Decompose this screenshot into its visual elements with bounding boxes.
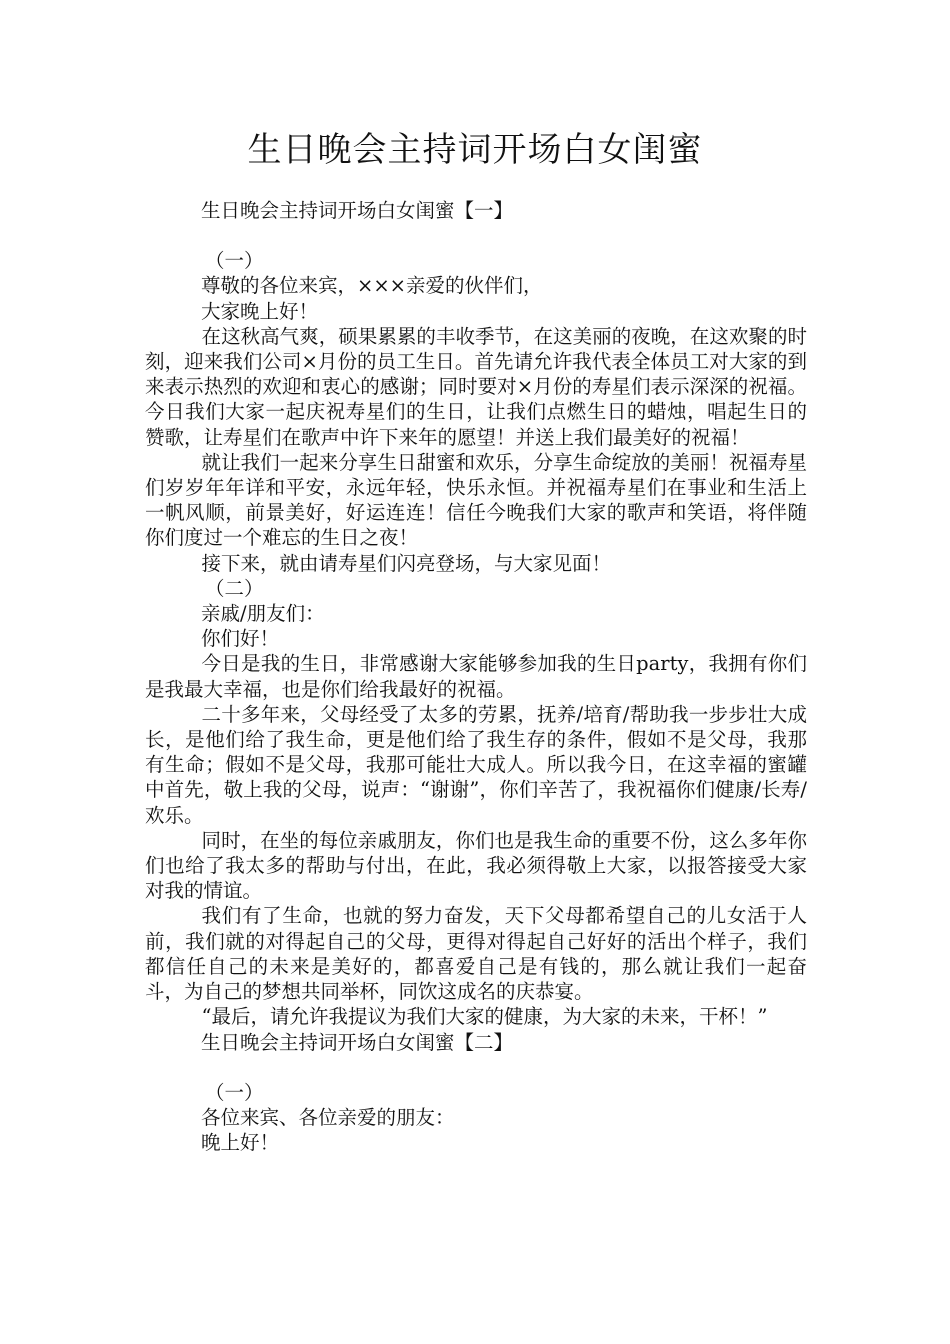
salutation-line: 尊敬的各位来宾，×××亲爱的伙伴们， xyxy=(201,274,543,298)
paragraph: “最后，请允许我提议为我们大家的健康，为大家的未来，干杯！” xyxy=(201,1005,768,1029)
part-label: （一） xyxy=(205,249,264,273)
salutation-line: 亲戚/朋友们： xyxy=(201,602,325,626)
document-title: 生日晚会主持词开场白女闺蜜 xyxy=(247,130,703,170)
blank-line xyxy=(145,1055,807,1080)
greeting-line: 晚上好！ xyxy=(201,1131,280,1155)
paragraph: 今日是我的生日，非常感谢大家能够参加我的生日party，我拥有你们是我最大幸福，也是你们给我最好的祝福。 xyxy=(145,652,807,701)
paragraph: 在这秋高气爽，硕果累累的丰收季节，在这美丽的夜晚，在这欢聚的时刻，迎来我们公司×月份的员工生日。首先请允许我代表全体员工对大家的到来表示热烈的欢迎和衷心的感谢；同时要对×月份的寿星们表示深深的祝福。今日我们大家一起庆祝寿星们的生日，让我们点燃生日的蜡烛，唱起生日的赞歌，让寿星们在歌声中许下来年的愿望！并送上我们最美好的祝福！ xyxy=(145,324,807,449)
blank-line xyxy=(145,223,807,248)
salutation-line: 各位来宾、各位亲爱的朋友： xyxy=(201,1105,455,1129)
greeting-line: 大家晚上好！ xyxy=(201,299,319,323)
section-heading-1: 生日晚会主持词开场白女闺蜜【一】 xyxy=(201,199,514,222)
paragraph: 我们有了生命，也就的努力奋发，天下父母都希望自己的儿女活于人前，我们就的对得起自己的父母，更得对得起自己好好的活出个样子，我们都信任自己的未来是美好的，都喜爱自己是有钱的，那么就让我们一起奋斗，为自己的梦想共同举杯，同饮这成名的庆恭宴。 xyxy=(145,904,807,1004)
paragraph: 接下来，就由请寿星们闪亮登场，与大家见面！ xyxy=(201,551,612,575)
paragraph: 二十多年来，父母经受了太多的劳累，抚养/培育/帮助我一步步壮大成长，是他们给了我生命，更是他们给了我生存的条件，假如不是父母，我那有生命；假如不是父母，我那可能壮大成人。所以我今日，在这幸福的蜜罐中首先，敬上我的父母，说声：“谢谢”，你们辛苦了，我祝福你们健康/长寿/欢乐。 xyxy=(145,702,807,827)
paragraph: 就让我们一起来分享生日甜蜜和欢乐，分享生命绽放的美丽！祝福寿星们岁岁年年详和平安，永远年轻，快乐永恒。并祝福寿星们在事业和生活上一帆风顺，前景美好，好运连连！信任今晚我们大家的歌声和笑语，将伴随你们度过一个难忘的生日之夜！ xyxy=(145,450,807,550)
section-heading-2: 生日晚会主持词开场白女闺蜜【二】 xyxy=(201,1030,514,1054)
part-label: （二） xyxy=(205,576,264,600)
part-label: （一） xyxy=(205,1080,264,1104)
greeting-line: 你们好！ xyxy=(201,627,280,651)
document-body xyxy=(145,198,807,1155)
paragraph: 同时，在坐的每位亲戚朋友，你们也是我生命的重要不份，这么多年你们也给了我太多的帮助与付出，在此，我必须得敬上大家，以报答接受大家对我的情谊。 xyxy=(145,828,807,903)
